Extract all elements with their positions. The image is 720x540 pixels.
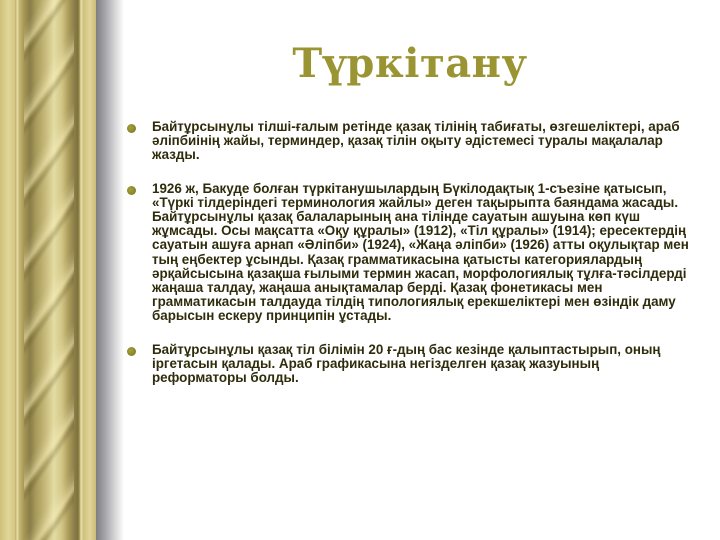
column-twist-shade [24,0,74,540]
bullet-text-1: Байтұрсынұлы тілші-ғалым ретінде қазақ тілінің табиғаты, өзгешеліктері, араб әліпбиінің жайы, терминдер, қазақ тілін оқыту әдістемесі туралы мақалалар жазды. [152,119,680,163]
bullet-item-3 [126,343,696,386]
bullet-text-3: Байтұрсынұлы қазақ тіл білімін 20 ғ-дың бас кезінде қалыптастырып, оның іргетасын қалады. Араб графикасына негізделген қазақ жазуының реформаторы болды. [152,341,661,386]
bullet-text-2: 1926 ж, Бакуде болған түркітанушылардың Бүкілодақтық 1-съезіне қатысып, «Түркі тілдеріндегі терминология жайлы» деген тақырыпта баяндама жасады. Байтұрсынұлы қазақ балаларының ана тілінде сауатын ашуына көп күш жұмсады. Осы мақсатта «Оқу құралы» (1912), «Тіл құралы» (1914); ересектердің сауатын ашуға арнап «Әліпби» (1924), «Жаңа әліпби» (1926) атты оқулықтар мен тың еңбектер ұсынды. Қазақ грамматикасына қатысты категориялардың әрқайсысына қазақша ғылыми термин жасап, морфологиялық тұлға-тәсілдерді жаңаша талдау, жаңаша анықтамалар берді. Қазақ фонетикасы мен грамматикасын талдауда тілдің типологиялық ерекшеліктері мен өзіндік даму барысын ескеру принципін ұстады. [152,180,689,324]
slide-title: Түркітану [292,40,528,87]
column-shadow [96,0,124,540]
olive-dot-bullet-icon [127,124,136,133]
bullet-list [126,120,696,404]
bullet-item-1 [126,120,696,163]
bullet-item-2 [126,182,696,324]
gold-twisted-column-decoration [0,0,96,540]
olive-dot-bullet-icon [127,347,136,356]
olive-dot-bullet-icon [127,186,136,195]
